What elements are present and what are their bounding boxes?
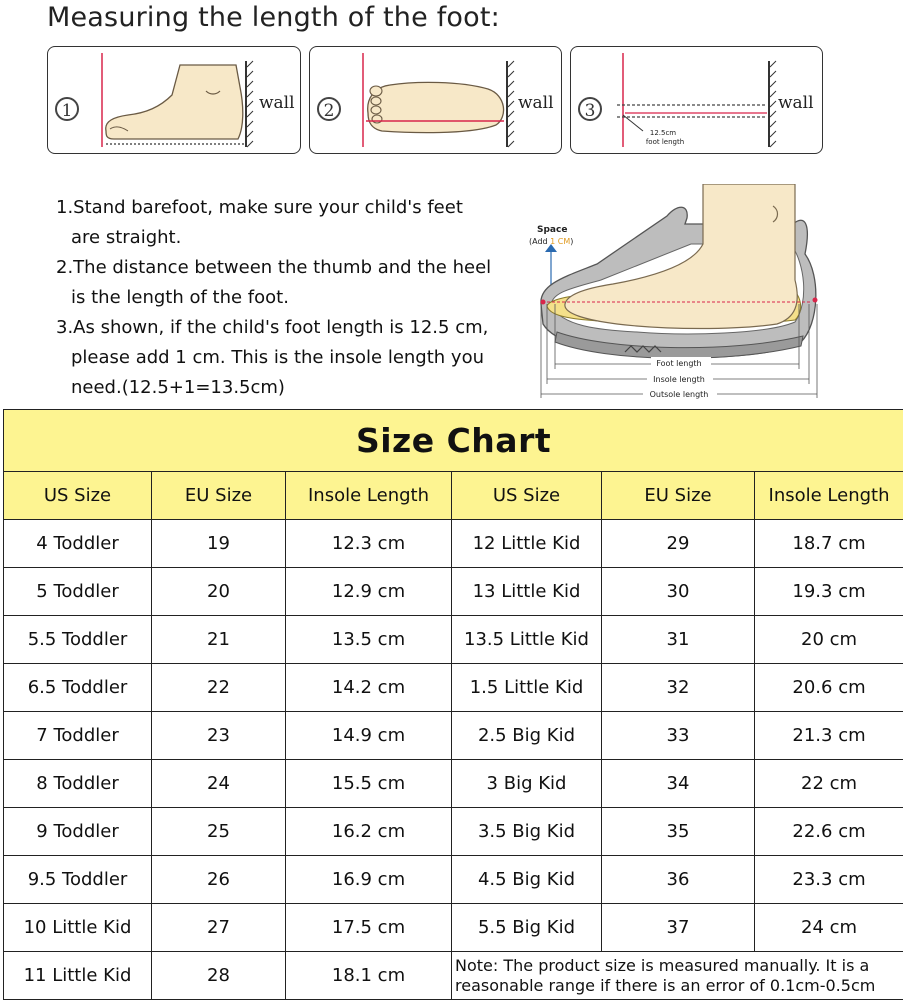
table-cell: 35 (602, 808, 755, 856)
measure-value: 12.5cm (649, 129, 677, 137)
column-header: EU Size (152, 472, 286, 520)
table-cell: 16.9 cm (286, 856, 452, 904)
size-chart-caption-row (4, 410, 903, 472)
step-number: 2 (323, 101, 335, 121)
foot-shape (106, 65, 243, 139)
shoe-diagram (527, 184, 827, 406)
size-note: Note: The product size is measured manually. It is a reasonable range if there is an error of 0.1cm-0.5cm (452, 952, 903, 1000)
table-row (4, 568, 903, 616)
column-header: Insole Length (755, 472, 903, 520)
measure-panel-2 (309, 46, 562, 154)
table-row (4, 520, 903, 568)
table-row (4, 664, 903, 712)
table-row (4, 712, 903, 760)
table-cell: 21 (152, 616, 286, 664)
table-cell: 33 (602, 712, 755, 760)
table-cell: 9.5 Toddler (4, 856, 152, 904)
table-cell: 20.6 cm (755, 664, 903, 712)
instruction-step-2: 2.The distance between the thumb and the heel is the length of the foot. (56, 257, 492, 308)
measure-panel-1 (47, 46, 301, 154)
size-chart-header-row (4, 472, 903, 520)
table-cell: 8 Toddler (4, 760, 152, 808)
measure-label: foot length (645, 138, 685, 146)
insole-length-label: Insole length (653, 375, 705, 384)
space-label: Space (537, 225, 568, 235)
table-cell: 14.2 cm (286, 664, 452, 712)
table-cell: 4 Toddler (4, 520, 152, 568)
table-cell: 5.5 Toddler (4, 616, 152, 664)
table-cell: 24 cm (755, 904, 903, 952)
table-row (4, 856, 903, 904)
foot-shape (368, 82, 504, 132)
table-cell: 18.1 cm (286, 952, 452, 1000)
table-cell: 22 cm (755, 760, 903, 808)
table-cell: 5 Toddler (4, 568, 152, 616)
table-cell: 29 (602, 520, 755, 568)
table-cell: 4.5 Big Kid (452, 856, 602, 904)
page-title: Measuring the length of the foot: (47, 2, 500, 33)
table-cell: 30 (602, 568, 755, 616)
table-cell: 6.5 Toddler (4, 664, 152, 712)
size-chart-caption: Size Chart (4, 410, 903, 472)
table-cell: 13.5 Little Kid (452, 616, 602, 664)
foot-top-illustration (310, 47, 563, 155)
table-cell: 3.5 Big Kid (452, 808, 602, 856)
table-cell: 2.5 Big Kid (452, 712, 602, 760)
table-cell: 12 Little Kid (452, 520, 602, 568)
wall-label: wall (518, 93, 554, 113)
step-number: 1 (61, 101, 73, 121)
column-header: US Size (452, 472, 602, 520)
table-cell: 17.5 cm (286, 904, 452, 952)
column-header: EU Size (602, 472, 755, 520)
instruction-step-1: 1.Stand barefoot, make sure your child's feet are straight. (56, 197, 463, 248)
step-number: 3 (584, 101, 596, 121)
table-cell: 24 (152, 760, 286, 808)
table-cell: 20 cm (755, 616, 903, 664)
table-cell: 16.2 cm (286, 808, 452, 856)
table-cell: 22 (152, 664, 286, 712)
table-cell: 34 (602, 760, 755, 808)
table-cell: 27 (152, 904, 286, 952)
table-cell: 9 Toddler (4, 808, 152, 856)
table-cell: 7 Toddler (4, 712, 152, 760)
table-row (4, 808, 903, 856)
foot-length-label: Foot length (656, 359, 702, 368)
table-row (4, 616, 903, 664)
instructions (56, 193, 526, 403)
table-cell: 14.9 cm (286, 712, 452, 760)
table-cell: 32 (602, 664, 755, 712)
table-cell: 21.3 cm (755, 712, 903, 760)
table-cell: 11 Little Kid (4, 952, 152, 1000)
table-row (4, 760, 903, 808)
outsole-length-label: Outsole length (649, 390, 709, 399)
table-cell: 5.5 Big Kid (452, 904, 602, 952)
foot-measurement-illustration (571, 47, 824, 155)
table-cell: 28 (152, 952, 286, 1000)
table-cell: 13 Little Kid (452, 568, 602, 616)
table-cell: 10 Little Kid (4, 904, 152, 952)
foot-side-illustration (48, 47, 302, 155)
wall-label: wall (778, 93, 814, 113)
instruction-step-3: 3.As shown, if the child's foot length is 12.5 cm, please add 1 cm. This is the insole length you need.(12.5+1=13.5cm) (56, 317, 489, 398)
table-cell: 12.9 cm (286, 568, 452, 616)
table-cell: 37 (602, 904, 755, 952)
table-cell: 12.3 cm (286, 520, 452, 568)
table-row (4, 904, 903, 952)
table-cell: 20 (152, 568, 286, 616)
table-cell: 1.5 Little Kid (452, 664, 602, 712)
table-cell: 31 (602, 616, 755, 664)
table-cell: 26 (152, 856, 286, 904)
table-cell: 25 (152, 808, 286, 856)
table-cell: 23.3 cm (755, 856, 903, 904)
space-add-label: (Add 1 CM) (529, 237, 574, 246)
table-cell: 13.5 cm (286, 616, 452, 664)
table-cell: 19 (152, 520, 286, 568)
table-cell: 36 (602, 856, 755, 904)
wall-label: wall (259, 93, 295, 113)
column-header: Insole Length (286, 472, 452, 520)
table-cell: 22.6 cm (755, 808, 903, 856)
table-row (4, 952, 903, 1000)
measure-panel-3 (570, 46, 823, 154)
size-chart-table (3, 409, 903, 1000)
table-cell: 15.5 cm (286, 760, 452, 808)
column-header: US Size (4, 472, 152, 520)
table-cell: 23 (152, 712, 286, 760)
table-cell: 3 Big Kid (452, 760, 602, 808)
table-cell: 18.7 cm (755, 520, 903, 568)
table-cell: 19.3 cm (755, 568, 903, 616)
